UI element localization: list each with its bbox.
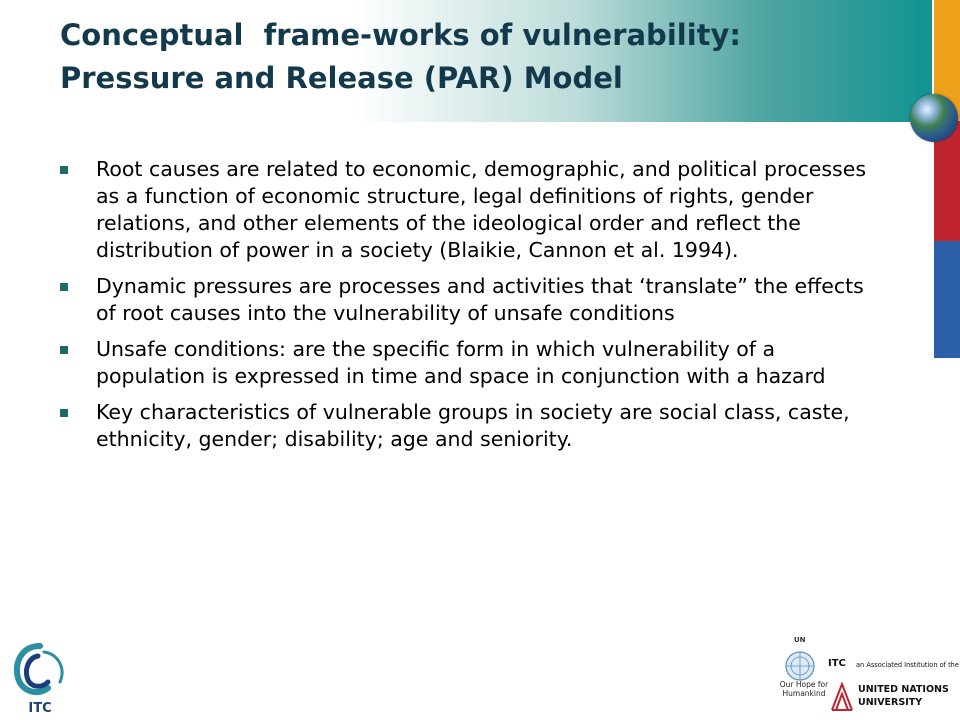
bullet-text: Dynamic pressures are processes and activities that ‘translate” the effects of root causes into the vulnerability of unsafe conditions (96, 274, 864, 325)
unu-name-line-2: UNIVERSITY (858, 697, 923, 708)
un-label: UN (794, 636, 806, 644)
bullet-item (58, 399, 888, 453)
bullet-list (58, 156, 888, 462)
square-bullet-icon (60, 166, 68, 174)
globe-icon (910, 94, 958, 142)
bullet-text: Key characteristics of vulnerable groups in society are social class, caste, ethnicity, gender; disability; age and seniority. (96, 400, 850, 451)
bullet-item (58, 156, 888, 264)
bullet-text: Root causes are related to economic, demographic, and political processes as a function of economic structure, legal definitions of rights, gender relations, and other elements of the ideological order and reflect the distribution of power in a society (Blaikie, Cannon et al. 1994). (96, 157, 867, 262)
bullet-item (58, 336, 888, 390)
itc-logo-text: ITC (28, 701, 52, 716)
square-bullet-icon (60, 283, 68, 291)
unu-mark-icon (830, 680, 854, 712)
slide-title (60, 14, 820, 100)
unu-name-line-1: UNITED NATIONS (858, 684, 949, 695)
association-text: an Associated Institution of the (856, 661, 959, 669)
square-bullet-icon (60, 346, 68, 354)
slide-title-line-2: Pressure and Release (PAR) Model (60, 61, 623, 95)
bullet-text: Unsafe conditions: are the specific form in which vulnerability of a population is expressed in time and space in conjunction with a hazard (96, 337, 826, 388)
square-bullet-icon (60, 409, 68, 417)
itc-logo (8, 636, 72, 716)
accent-stripe-blue (934, 241, 960, 358)
slide-title-line-1: Conceptual frame-works of vulnerability: (60, 18, 742, 52)
bullet-item (58, 273, 888, 327)
un-tagline: Our Hope for Humankind (779, 680, 829, 698)
itc-small-label: ITC (828, 658, 846, 669)
partner-logos (770, 636, 960, 716)
